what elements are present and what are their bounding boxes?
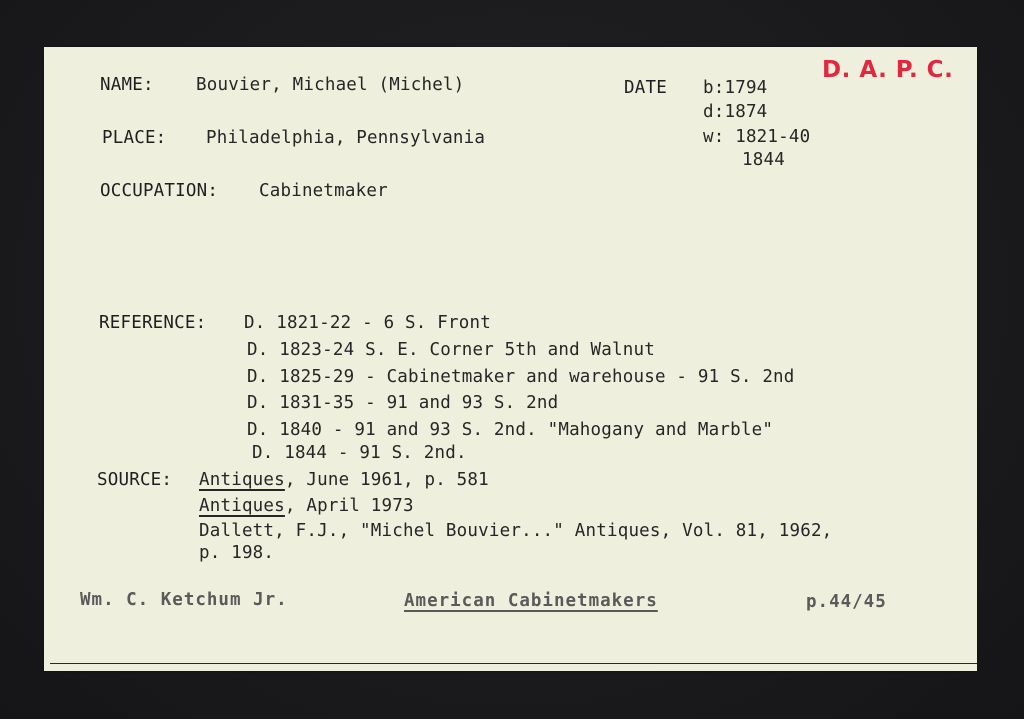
footer-book: American Cabinetmakers (404, 591, 658, 611)
source-detail: , April 1973 (284, 496, 414, 516)
reference-entry: D. 1823-24 S. E. Corner 5th and Walnut (247, 340, 655, 360)
reference-entry: D. 1821-22 - 6 S. Front (244, 313, 491, 333)
source-entry: p. 198. (199, 543, 275, 563)
place-value: Philadelphia, Pennsylvania (206, 128, 486, 148)
source-title: Antiques (199, 470, 285, 490)
footer-pages: p.44/45 (806, 592, 887, 612)
date-working-extra: 1844 (742, 150, 785, 170)
reference-entry: D. 1831-35 - 91 and 93 S. 2nd (247, 393, 559, 413)
occupation-value: Cabinetmaker (259, 181, 388, 201)
reference-label: REFERENCE: (99, 313, 207, 333)
card-bottom-rule (50, 663, 977, 664)
place-label: PLACE: (102, 128, 167, 148)
date-label: DATE (624, 78, 667, 98)
source-entry (199, 498, 414, 516)
date-working: w: 1821-40 (703, 127, 811, 147)
source-entry (199, 523, 832, 541)
date-died: d:1874 (703, 102, 768, 122)
occupation-label: OCCUPATION: (100, 181, 219, 201)
date-born: b:1794 (703, 78, 768, 98)
source-label: SOURCE: (97, 470, 173, 490)
source-detail: , F.J., "Michel Bouvier..." Antiques, Vol. 81, 1962, (274, 521, 833, 541)
dapc-stamp: D. A. P. C. (822, 57, 954, 83)
source-entry (199, 472, 489, 490)
reference-entry: D. 1840 - 91 and 93 S. 2nd. "Mahogany and Marble" (247, 420, 774, 440)
name-value: Bouvier, Michael (Michel) (196, 75, 465, 95)
reference-entry: D. 1825-29 - Cabinetmaker and warehouse - 91 S. 2nd (247, 367, 795, 387)
name-label: NAME: (100, 75, 154, 95)
reference-entry: D. 1844 - 91 S. 2nd. (252, 443, 467, 463)
source-author: Dallett (199, 521, 275, 541)
source-title: Antiques (199, 496, 285, 516)
index-card (44, 47, 977, 671)
footer-author: Wm. C. Ketchum Jr. (80, 590, 288, 610)
source-detail: , June 1961, p. 581 (284, 470, 489, 490)
